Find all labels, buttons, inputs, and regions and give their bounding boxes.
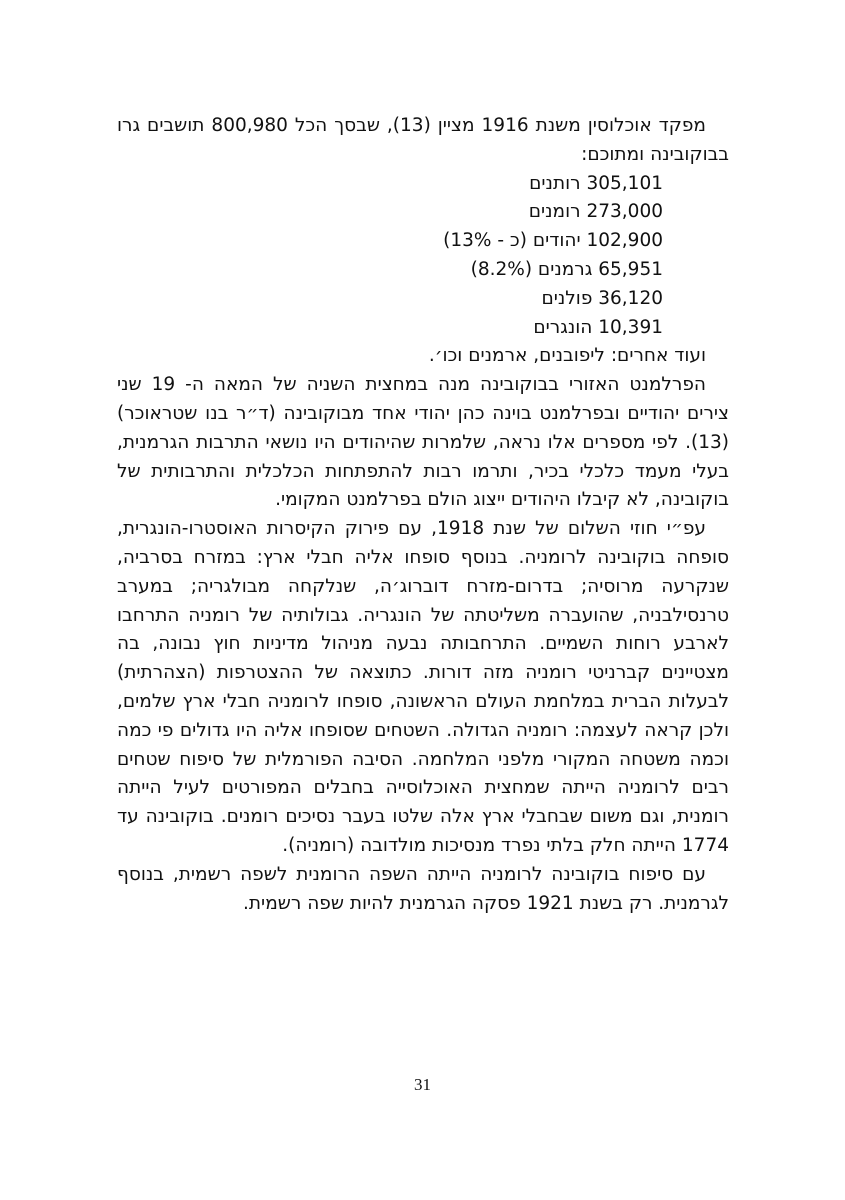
peace-treaty-paragraph: עפ״י חוזי השלום של שנת 1918, עם פירוק הקיסרות האוסטרו-הונגרית, סופחה בוקובינה לרומניה. בנוסף סופחו אליה חבלי ארץ: במזרח בסרביה, שנקרעה מרוסיה; בדרום-מזרח דוברוג׳ה, שנלקחה מבולגריה; במערב טרנסילבניה, שהועברה משליטתה של הונגריה. גבולותיה של רומניה התרחבו לארבע רוחות השמיים. התרחבותה נבעה מניהול מדיניות חוץ נבונה, בה מצטיינים קברניטי רומניה מזה דורות. כתוצאה של ההצטרפות (הצהרתית) לבעלות הברית במלחמת העולם הראשונה, סופחו לרומניה חבלי ארץ שלמים, ולכן קראה לעצמה: רומניה הגדולה. השטחים שסופחו אליה היו גדולים פי כמה וכמה משטחה המקורי מלפני המלחמה. הסיבה הפורמלית של סיפוח שטחים רבים לרומניה הייתה שמחצית האוכלוסייה בחבלים המפורטים לעיל הייתה רומנית, וגם משום שבחבלי ארץ אלה שלטו בעבר נסיכים רומנים. בוקובינה עד 1774 הייתה חלק בלתי נפרד מנסיכות מולדובה (רומניה). bbox=[117, 518, 729, 856]
census-item-jews: 102,900 יהודים (כ - 13%) bbox=[443, 230, 663, 252]
census-other-line: ועוד אחרים: ליפובנים, ארמנים וכו׳. bbox=[428, 345, 706, 367]
census-intro-paragraph: מפקד אוכלוסין משנת 1916 מציין (13), שבסך הכל 800,980 תושבים גרו בבוקובינה ומתוכם: bbox=[117, 115, 729, 165]
page-number: 31 bbox=[414, 1075, 431, 1094]
census-item-romanians: 273,000 רומנים bbox=[528, 201, 663, 223]
census-item-germans: 65,951 גרמנים (8.2%) bbox=[470, 258, 663, 280]
census-item-ruthenians: 305,101 רותנים bbox=[529, 172, 663, 194]
parliament-paragraph: הפרלמנט האזורי בבוקובינה מנה במחצית השניה של המאה ה- 19 שני צירים יהודיים ובפרלמנט בוינה כהן יהודי אחד מבוקובינה (ד״ר בנו שטראוכר) (13). לפי מספרים אלו נראה, שלמרות שהיהודים היו נושאי התרבות הגרמנית, בעלי מעמד כלכלי בכיר, ותרמו רבות להתפתחות הכלכלית והתרבותית של בוקובינה, לא קיבלו היהודים ייצוג הולם בפרלמנט המקומי. bbox=[117, 374, 729, 511]
census-item-poles: 36,120 פולנים bbox=[541, 287, 663, 309]
document-body bbox=[117, 112, 729, 918]
census-item-hungarians: 10,391 הונגרים bbox=[533, 316, 663, 338]
official-language-paragraph: עם סיפוח בוקובינה לרומניה הייתה השפה הרומנית לשפה רשמית, בנוסף לגרמנית. רק בשנת 1921 פסקה הגרמנית להיות שפה רשמית. bbox=[117, 863, 729, 914]
census-population-list bbox=[117, 170, 729, 343]
